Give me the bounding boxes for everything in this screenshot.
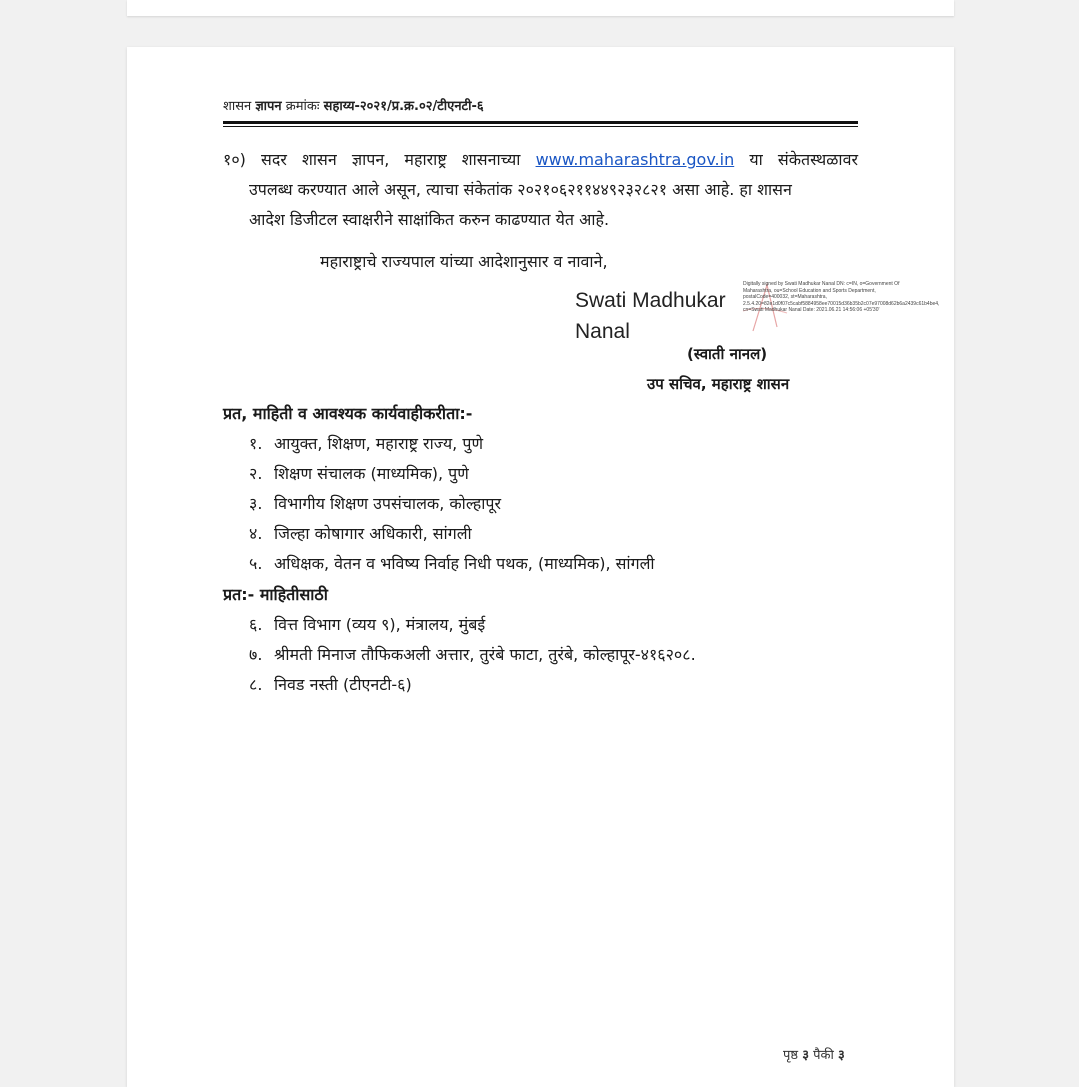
list-number: ४. bbox=[249, 524, 263, 543]
paragraph-line-3: आदेश डिजीटल स्वाक्षरीने साक्षांकित करुन काढण्यात येत आहे. bbox=[249, 210, 610, 229]
current-page: ३ bbox=[802, 1048, 809, 1063]
signature-details: Digitally signed by Swati Madhukar Nanal DN: c=IN, o=Government Of Maharashtra, ou=School Education and Sports Department, postalCode=400032, st=Maharashtra, 2.5.4.20=82e1d0f07c5cabf5884958ee70015d36b35b2c07e97008d62b6a2439c61b4be4, cn=Swati Madhukar Nanal Date: 2021.06.21 14:56:06 +05'30' bbox=[743, 281, 940, 313]
list-number: २. bbox=[249, 464, 263, 483]
copy-info-heading: प्रत:- माहितीसाठी bbox=[223, 585, 328, 604]
officer-name: (स्वाती नानल) bbox=[687, 345, 768, 363]
paragraph-text: या संकेतस्थळावर bbox=[749, 150, 859, 169]
list-text: आयुक्त, शिक्षण, महाराष्ट्र राज्य, पुणे bbox=[274, 434, 484, 453]
signer-name-line-1: Swati Madhukar bbox=[575, 289, 726, 312]
header-rule-thick bbox=[223, 121, 858, 124]
page-prefix: पृष्ठ bbox=[783, 1048, 803, 1063]
list-item bbox=[249, 492, 501, 514]
document-page bbox=[127, 47, 954, 1087]
list-item bbox=[249, 432, 483, 454]
signer-name bbox=[575, 285, 726, 347]
list-text: विभागीय शिक्षण उपसंचालक, कोल्हापूर bbox=[274, 494, 501, 513]
list-item bbox=[249, 643, 696, 665]
website-link[interactable]: www.maharashtra.gov.in bbox=[535, 150, 735, 169]
list-item bbox=[249, 613, 485, 635]
page-number bbox=[783, 1045, 845, 1063]
paragraph-line-1 bbox=[223, 145, 858, 175]
list-number: ५. bbox=[249, 554, 263, 573]
header-prefix: शासन bbox=[223, 99, 256, 114]
list-text: वित्त विभाग (व्यय ९), मंत्रालय, मुंबई bbox=[274, 615, 486, 634]
paragraph-text: १०) सदर शासन ज्ञापन, महाराष्ट्र शासनाच्या bbox=[223, 150, 521, 169]
page-middle: पैकी bbox=[808, 1048, 838, 1063]
header-rule-thin bbox=[223, 126, 858, 127]
total-pages: ३ bbox=[837, 1048, 845, 1063]
list-text: शिक्षण संचालक (माध्यमिक), पुणे bbox=[274, 464, 469, 483]
list-text: निवड नस्ती (टीएनटी-६) bbox=[274, 675, 412, 694]
list-number: १. bbox=[249, 434, 263, 453]
list-item bbox=[249, 552, 655, 574]
memo-reference-header bbox=[223, 96, 484, 114]
list-text: श्रीमती मिनाज तौफिकअली अत्तार, तुरंबे फाटा, तुरंबे, कोल्हापूर-४१६२०८. bbox=[274, 645, 696, 664]
list-number: ३. bbox=[249, 494, 263, 513]
list-item bbox=[249, 673, 412, 695]
header-bold-word: ज्ञापन bbox=[255, 99, 282, 114]
list-item bbox=[249, 522, 472, 544]
memo-number: सहाय्य-२०२१/प्र.क्र.०२/टीएनटी-६ bbox=[323, 99, 484, 114]
list-number: ७. bbox=[249, 645, 263, 664]
order-line: महाराष्ट्राचे राज्यपाल यांच्या आदेशानुसार व नावाने, bbox=[320, 252, 608, 271]
list-text: जिल्हा कोषागार अधिकारी, सांगली bbox=[274, 524, 472, 543]
signer-name-line-2: Nanal bbox=[575, 320, 630, 343]
list-number: ६. bbox=[249, 615, 263, 634]
officer-title: उप सचिव, महाराष्ट्र शासन bbox=[647, 375, 790, 393]
list-number: ८. bbox=[249, 675, 263, 694]
digital-signature bbox=[575, 281, 940, 345]
list-item bbox=[249, 462, 469, 484]
header-middle: क्रमांकः bbox=[281, 99, 324, 114]
copy-action-heading: प्रत, माहिती व आवश्यक कार्यवाहीकरीता:- bbox=[223, 404, 473, 423]
list-text: अधिक्षक, वेतन व भविष्य निर्वाह निधी पथक, (माध्यमिक), सांगली bbox=[274, 554, 655, 573]
paragraph-line-2: उपलब्ध करण्यात आले असून, त्याचा संकेतांक २०२१०६२११४४९२३२८२१ असा आहे. हा शासन bbox=[249, 180, 792, 199]
previous-page-edge bbox=[127, 0, 954, 16]
